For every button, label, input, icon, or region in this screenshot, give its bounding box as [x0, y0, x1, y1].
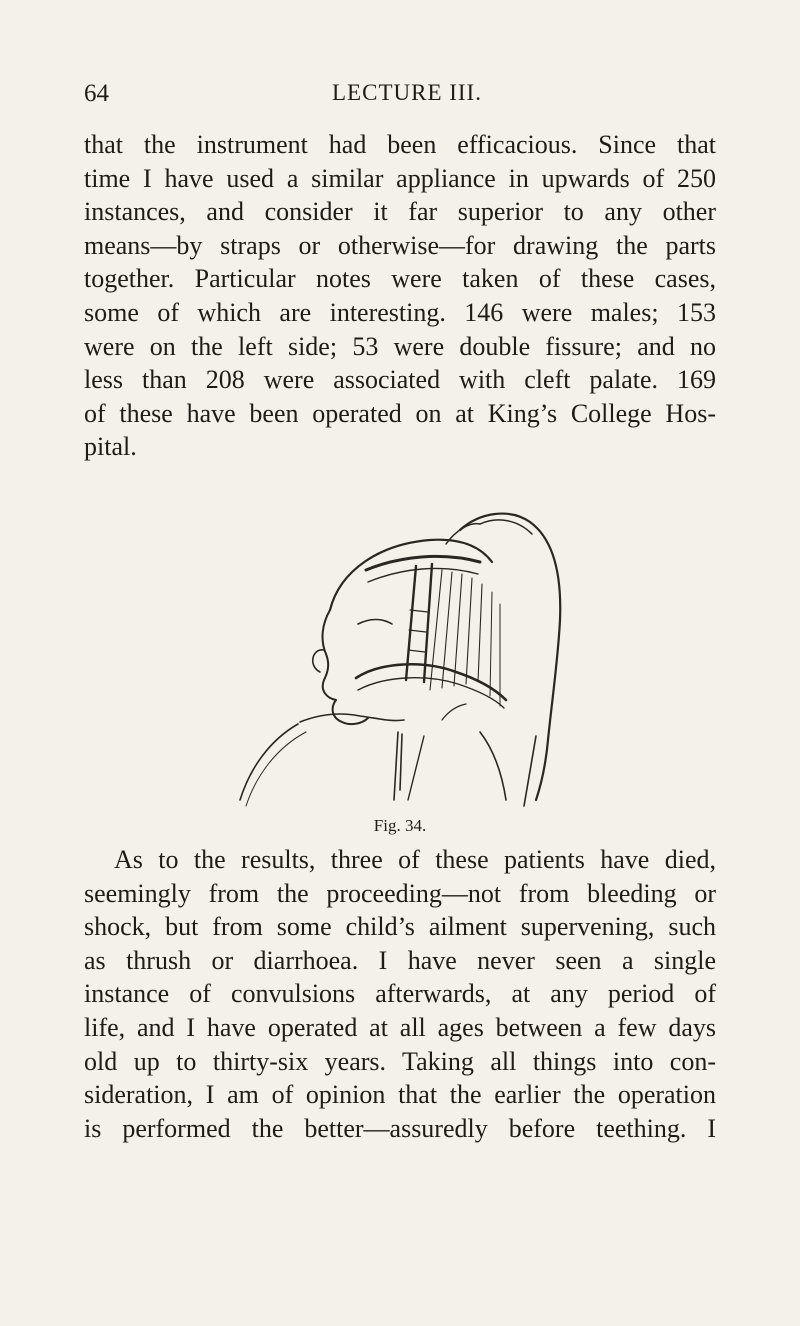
- page-number: 64: [84, 80, 109, 107]
- text-line: instances, and consider it far superior to any other: [84, 197, 716, 227]
- text-line: time I have used a similar appliance in upwards of 250: [84, 163, 716, 193]
- text-line: shock, but from some child’s ailment supervening, such: [84, 912, 716, 942]
- text-line: is performed the better—assuredly before teething. I: [84, 1113, 716, 1143]
- text-line: means—by straps or otherwise—for drawing the parts: [84, 230, 716, 260]
- paragraph-2: [84, 843, 716, 1145]
- head-appliance-engraving: [180, 500, 620, 810]
- text-line: seemingly from the proceeding—not from bleeding or: [84, 878, 716, 908]
- text-line: of these have been operated on at King’s College Hos-: [84, 398, 716, 428]
- text-line: some of which are interesting. 146 were males; 153: [84, 297, 716, 327]
- running-head: LECTURE III.: [332, 80, 482, 105]
- text-line: sideration, I am of opinion that the earlier the operation: [84, 1080, 716, 1110]
- text-line: life, and I have operated at all ages between a few days: [84, 1012, 716, 1042]
- figure-caption: Fig. 34.: [373, 816, 427, 835]
- text-line: old up to thirty-six years. Taking all things into con-: [84, 1046, 716, 1076]
- figure-illustration: [180, 500, 620, 810]
- text-line: as thrush or diarrhoea. I have never seen a single: [84, 945, 716, 975]
- text-line: As to the results, three of these patients have died,: [114, 845, 716, 874]
- text-line: less than 208 were associated with cleft palate. 169: [84, 365, 716, 395]
- text-line: were on the left side; 53 were double fissure; and no: [84, 331, 716, 361]
- paragraph-1: [84, 128, 716, 464]
- text-line: that the instrument had been efficacious. Since that: [84, 130, 716, 159]
- page-header: [84, 80, 716, 110]
- text-line: pital.: [84, 432, 137, 462]
- text-line: together. Particular notes were taken of these cases,: [84, 264, 716, 294]
- text-line: instance of convulsions afterwards, at any period of: [84, 979, 716, 1009]
